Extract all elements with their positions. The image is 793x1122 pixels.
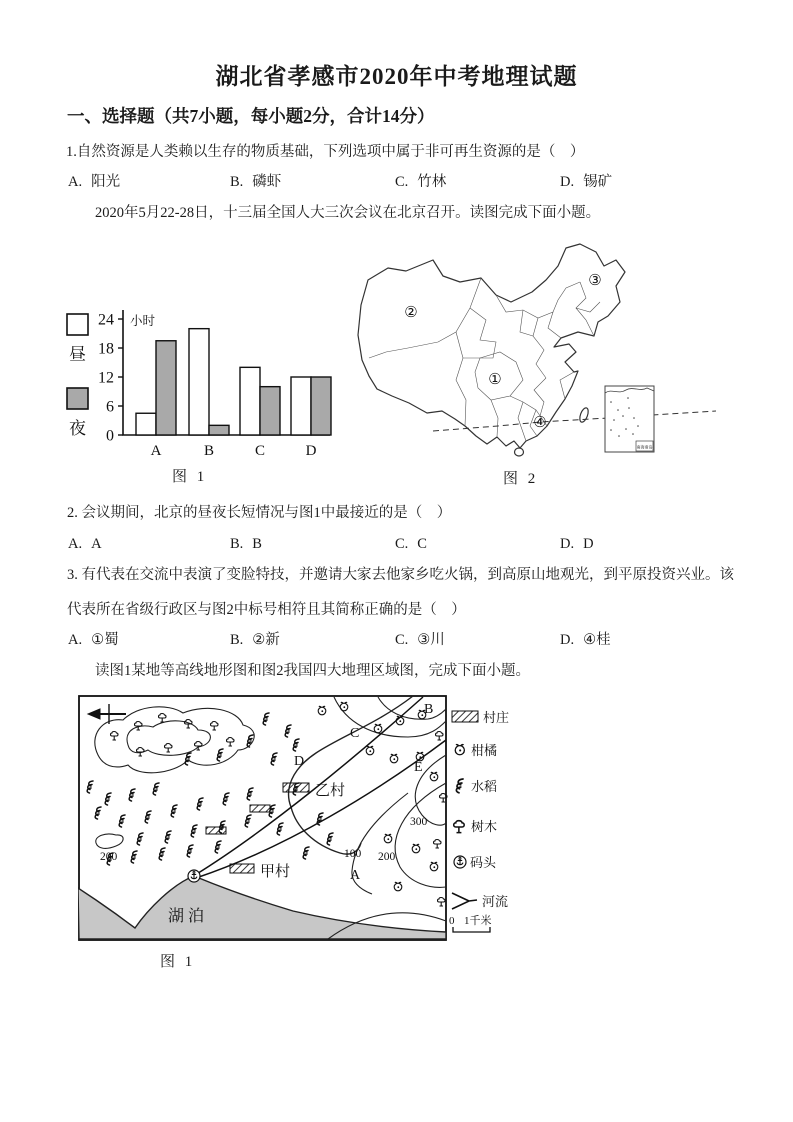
inset-label: 南海诸岛 bbox=[636, 444, 653, 450]
question-3-text-line2: 代表所在省级行政区与图2中标号相符且其简称正确的是（ ） bbox=[67, 602, 466, 618]
dock-icon bbox=[188, 870, 200, 882]
map-legend bbox=[449, 710, 509, 932]
option-c: C. ③川 bbox=[395, 632, 445, 648]
point-a: A bbox=[350, 868, 361, 883]
marker-1: ① bbox=[488, 372, 502, 388]
lake-label: 湖泊 bbox=[168, 908, 209, 925]
passage-contour-map: 读图1某地等高线地形图和图2我国四大地理区域图，完成下面小题。 bbox=[95, 663, 530, 679]
legend-night-swatch bbox=[67, 388, 88, 409]
scale-start: 0 bbox=[449, 915, 455, 927]
passage-npc-meeting: 2020年5月22-28日，十三届全国人大三次会议在北京召开。读图完成下面小题。 bbox=[95, 205, 601, 221]
scale-label: 1千米 bbox=[464, 915, 492, 927]
point-d: D bbox=[294, 754, 305, 769]
village-icon bbox=[452, 711, 478, 722]
y-tick-label: 6 bbox=[106, 398, 114, 416]
tree-icon bbox=[454, 821, 465, 833]
x-category-label: C bbox=[254, 443, 266, 459]
legend-rice-label: 水稻 bbox=[471, 779, 498, 794]
rice-icon bbox=[456, 779, 463, 793]
option-b: B. B bbox=[230, 536, 262, 552]
marker-3: ③ bbox=[588, 273, 602, 289]
day-night-bar-chart bbox=[62, 300, 352, 464]
option-b: B. ②新 bbox=[230, 632, 280, 648]
x-category-label: D bbox=[305, 443, 317, 459]
day-bar bbox=[240, 367, 260, 435]
night-bar bbox=[260, 387, 280, 435]
night-bar bbox=[209, 425, 229, 435]
y-tick-label: 12 bbox=[98, 369, 114, 387]
x-category-label: B bbox=[203, 443, 215, 459]
village-yi-label: 乙村 bbox=[315, 783, 346, 799]
section-heading: 一、选择题（共7小题，每小题2分，合计14分） bbox=[67, 106, 435, 126]
legend-day-swatch bbox=[67, 314, 88, 335]
legend-tree-label: 树木 bbox=[471, 819, 498, 834]
question-2-text: 2. 会议期间，北京的昼夜长短情况与图1中最接近的是（ ） bbox=[67, 505, 452, 521]
day-bar bbox=[136, 413, 156, 435]
point-e: E bbox=[414, 760, 423, 775]
option-a: A. A bbox=[68, 536, 102, 552]
south-china-sea-inset bbox=[605, 386, 654, 452]
legend-village-label: 村庄 bbox=[483, 710, 510, 725]
option-c: C. 竹林 bbox=[395, 174, 447, 190]
option-d: D. ④桂 bbox=[560, 632, 611, 648]
night-bar bbox=[311, 377, 331, 435]
contour-topographic-map bbox=[78, 695, 548, 943]
legend-night-label: 夜 bbox=[69, 419, 86, 438]
figure-2-caption: 图 2 bbox=[503, 471, 539, 487]
legend-river-label: 河流 bbox=[482, 894, 509, 909]
point-c: C bbox=[350, 726, 360, 741]
contour-100-label: 100 bbox=[344, 848, 362, 860]
marker-4: ④ bbox=[533, 415, 547, 431]
option-d: D. D bbox=[560, 536, 594, 552]
region-markers bbox=[404, 273, 601, 431]
question-3-options bbox=[68, 628, 730, 649]
day-bar bbox=[189, 329, 209, 435]
point-b: B bbox=[424, 702, 434, 717]
option-c: C. C bbox=[395, 536, 427, 552]
night-bar bbox=[156, 341, 176, 435]
question-2-options bbox=[68, 536, 730, 553]
x-category-label: A bbox=[150, 443, 162, 459]
option-d: D. 锡矿 bbox=[560, 174, 613, 190]
contour-200-label: 200 bbox=[378, 851, 396, 863]
contour-left-200-label: 200 bbox=[100, 851, 118, 863]
question-1-text: 1.自然资源是人类赖以生存的物质基础，下列选项中属于非可再生资源的是（ ） bbox=[66, 144, 585, 160]
river-icon bbox=[452, 893, 477, 909]
y-tick-label: 18 bbox=[98, 340, 114, 358]
province-borders bbox=[369, 278, 600, 441]
legend-dock-label: 码头 bbox=[470, 855, 497, 870]
question-3-text-line1: 3. 有代表在交流中表演了变脸特技，并邀请大家去他家乡吃火锅，到高原山地观光，到平原投资兴业。该 bbox=[67, 567, 734, 583]
legend-day-label: 昼 bbox=[69, 345, 86, 364]
marker-2: ② bbox=[404, 305, 418, 321]
option-b: B. 磷虾 bbox=[230, 174, 282, 190]
y-tick-label: 0 bbox=[106, 427, 114, 445]
page-title: 湖北省孝感市2020年中考地理试题 bbox=[215, 64, 578, 89]
option-a: A. ①蜀 bbox=[68, 632, 119, 648]
contour-300-label: 300 bbox=[410, 816, 428, 828]
dock-legend-icon bbox=[454, 856, 466, 868]
question-1-options bbox=[68, 170, 730, 191]
china-region-map bbox=[348, 240, 748, 472]
village-jia-label: 甲村 bbox=[260, 864, 291, 880]
y-axis-unit-label: 小时 bbox=[130, 314, 156, 328]
day-bar bbox=[291, 377, 311, 435]
figure-1-caption: 图 1 bbox=[172, 469, 208, 485]
legend-citrus-label: 柑橘 bbox=[471, 743, 498, 758]
scale-bar bbox=[449, 913, 492, 932]
figure-1-contour-caption: 图 1 bbox=[160, 954, 196, 970]
tropic-of-cancer-dashed-line bbox=[433, 411, 716, 431]
y-tick-label: 24 bbox=[98, 311, 114, 329]
citrus-icon bbox=[455, 744, 464, 755]
option-a: A. 阳光 bbox=[68, 174, 121, 190]
